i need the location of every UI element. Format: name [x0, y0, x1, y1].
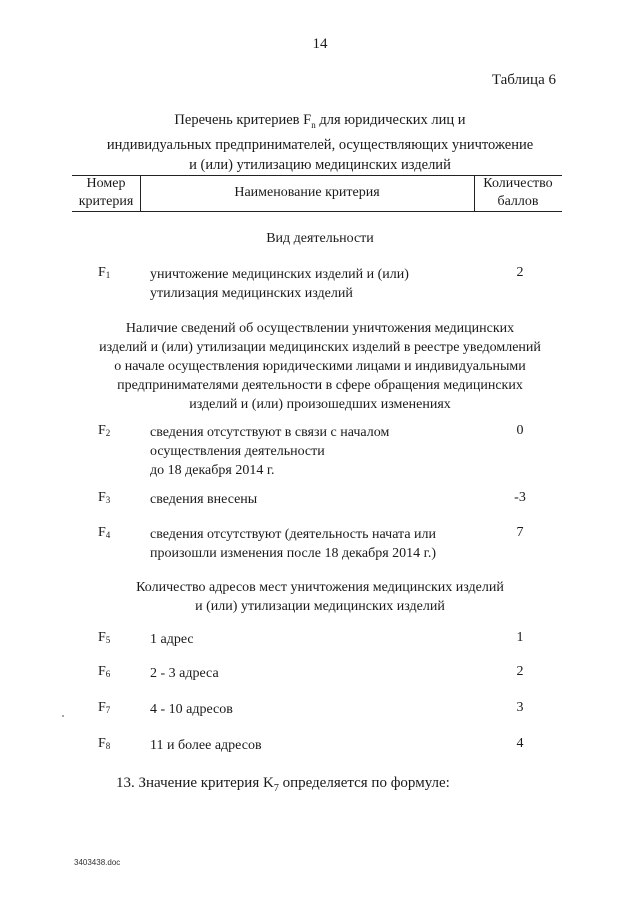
row-description: сведения внесены	[150, 492, 258, 507]
row-code: $F_1$	[98, 265, 111, 280]
row-code: $F_5$	[98, 630, 111, 645]
row-score: 2	[516, 265, 524, 280]
row-description: 2 - 3 адреса	[150, 666, 219, 681]
header-number-col: Номер критерия	[78, 176, 134, 209]
formula-intro-paragraph: 13. Значение критерия $K_7$ определяется по формуле:	[116, 775, 450, 794]
row-description: сведения отсутствуют (деятельность начата или произошли изменения после 18 декабря 2014 г.)	[150, 527, 437, 561]
page-number: 14	[312, 36, 328, 52]
scan-speck	[62, 715, 64, 717]
row-description: сведения отсутствуют в связи с началом осуществления деятельности до 18 декабря 2014 г.	[150, 425, 390, 478]
caption-line-1: Перечень критериев $F_n$ для юридических лиц и	[174, 112, 466, 130]
row-description: 4 - 10 адресов	[150, 702, 233, 717]
section-title-activity: Вид деятельности	[266, 231, 374, 246]
row-score: 0	[516, 423, 524, 438]
row-code: $F_4$	[98, 525, 111, 540]
caption-line-2: индивидуальных предпринимателей, осуществляющих уничтожение	[106, 136, 534, 153]
row-score: 2	[516, 664, 524, 679]
row-score: 1	[516, 630, 524, 645]
table-label: Таблица 6	[491, 72, 556, 88]
row-code: $F_6$	[98, 664, 111, 679]
row-code: $F_3$	[98, 490, 111, 505]
row-code: $F_2$	[98, 423, 111, 438]
row-description: уничтожение медицинских изделий и (или) утилизация медицинских изделий	[150, 267, 409, 301]
row-description: 11 и более адресов	[150, 738, 262, 753]
row-score: -3	[514, 490, 526, 505]
header-score-col: Количество баллов	[483, 176, 553, 209]
section-title-addresses: Количество адресов мест уничтожения медицинских изделий и (или) утилизации медицинских изделий	[136, 580, 504, 614]
caption-line-3: и (или) утилизацию медицинских изделий	[189, 156, 451, 173]
row-score: 3	[516, 700, 524, 715]
row-score: 7	[516, 525, 524, 540]
row-code: $F_7$	[98, 700, 111, 715]
row-description: 1 адрес	[150, 632, 194, 647]
table-header	[72, 175, 562, 211]
header-name-col: Наименование критерия	[234, 185, 380, 200]
footer-doc-id: 3403438.doc	[74, 858, 121, 867]
row-score: 4	[516, 736, 524, 751]
table-caption	[80, 110, 560, 175]
section-title-registry: Наличие сведений об осуществлении уничтожения медицинских изделий и (или) утилизации медицинских изделий в реестре уведомлений о начале осуществления юридическими лицами и индивидуальными предпринимателями деятельности в сфере обращения медицинских изделий и (или) произошедших изменениях	[99, 321, 541, 412]
row-code: $F_8$	[98, 736, 111, 751]
header-bottom-rule	[72, 211, 562, 212]
